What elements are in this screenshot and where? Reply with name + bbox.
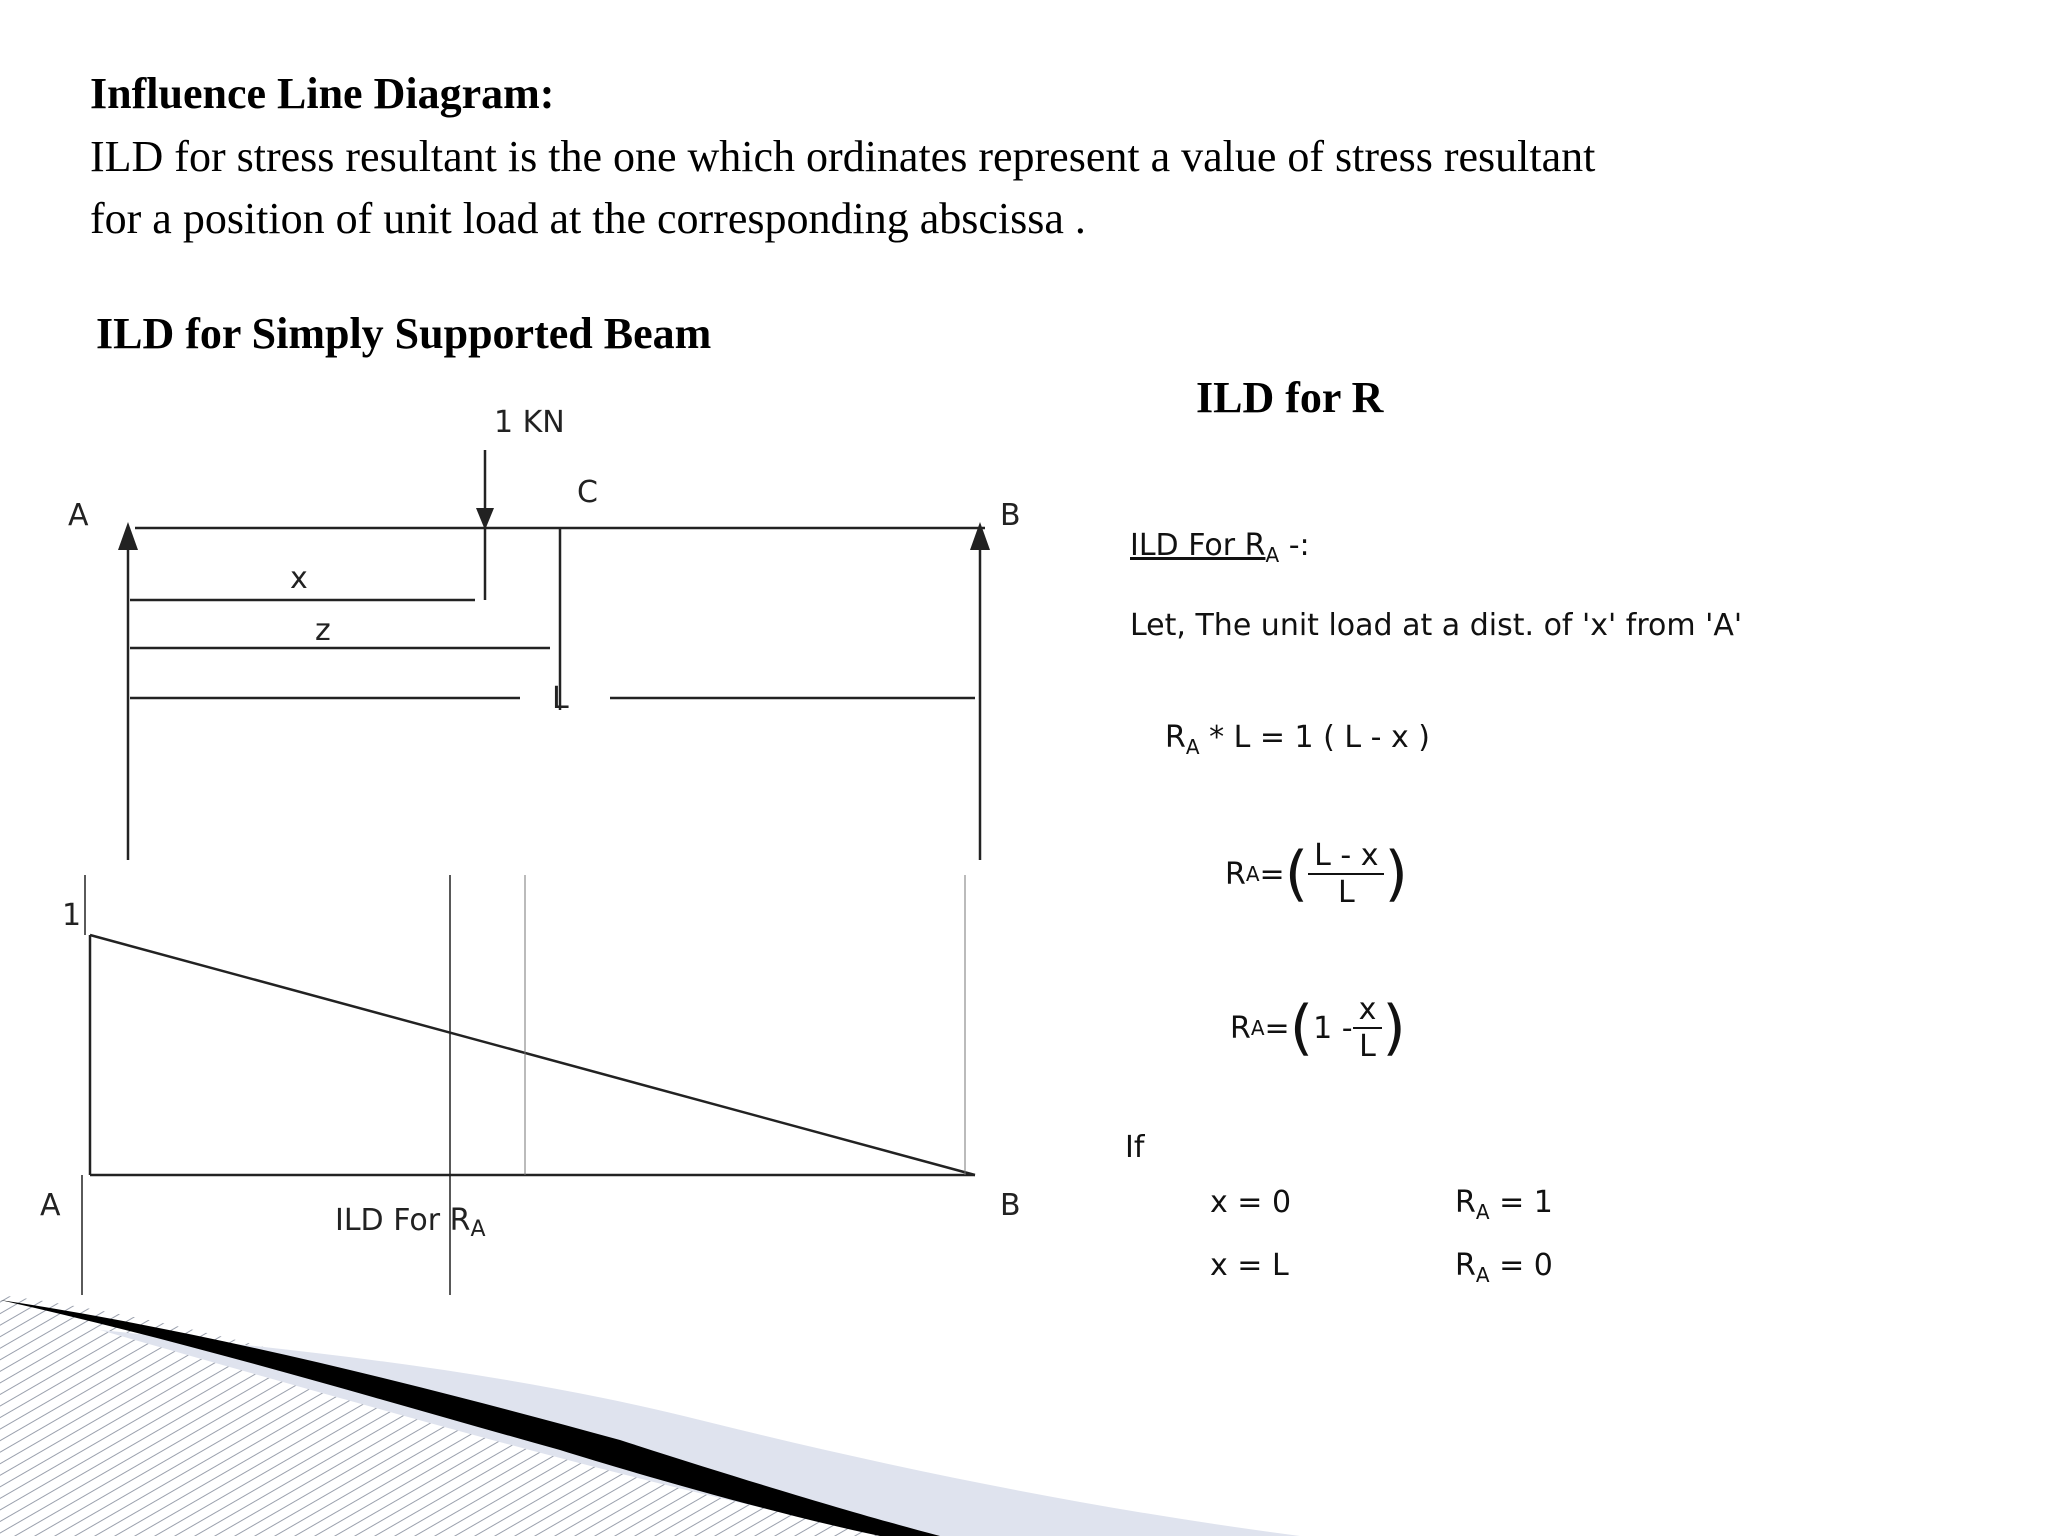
if-label: If <box>1125 1130 1145 1165</box>
ild-ordinate-label: 1 <box>62 898 82 933</box>
case-2-r: $R_A = 0$ <box>1455 1248 1553 1287</box>
case-1-r: $R_A = 1$ <box>1455 1185 1553 1224</box>
ild-caption: ILD For $R_A$ <box>335 1203 486 1242</box>
definition-line-2: for a position of unit load at the corresponding abscissa . <box>90 194 1086 243</box>
case-1-x: x = 0 <box>1210 1185 1292 1220</box>
ild-sloped-line <box>90 935 975 1175</box>
beam-point-b: B <box>1000 498 1021 533</box>
decorative-corner-wave <box>0 1290 1300 1536</box>
equation-3-fraction: x L <box>1353 992 1383 1064</box>
definition-line-1: ILD for stress resultant is the one which ordinates represent a value of stress resultant <box>90 132 1596 181</box>
slide-heading: Influence Line Diagram: <box>90 69 555 118</box>
subheading-ild-for-r: ILD for R <box>1196 373 1384 422</box>
dim-l-label: L <box>552 681 569 716</box>
derivation-line-1: Let, The unit load at a dist. of 'x' from 'A' <box>1130 608 1743 643</box>
support-b-triangle <box>970 522 990 550</box>
support-a-triangle <box>118 522 138 550</box>
beam-point-c: C <box>577 475 598 510</box>
dim-z-label: z <box>315 613 331 648</box>
derivation-title: ILD For $R_A$ -: <box>1130 528 1310 567</box>
equation-2: R A = ( L - x L ) <box>1225 838 1408 910</box>
equation-1: $R_A * L = 1$ ( L - x ) <box>1165 720 1431 759</box>
dim-x-label: x <box>290 561 308 596</box>
definition-paragraph <box>90 126 1970 250</box>
load-arrow-head <box>476 508 494 530</box>
ild-point-b: B <box>1000 1188 1021 1223</box>
beam-point-a: A <box>68 498 89 533</box>
ild-diagram <box>0 875 1090 1335</box>
subheading-simply-supported: ILD for Simply Supported Beam <box>96 309 712 358</box>
case-2-x: x = L <box>1210 1248 1289 1283</box>
load-label: 1 KN <box>494 405 565 440</box>
equation-3: R A = ( 1 - x L ) <box>1230 992 1406 1064</box>
beam-sketch <box>0 390 1090 870</box>
ild-point-a: A <box>40 1188 61 1223</box>
equation-2-fraction: L - x L <box>1308 838 1384 910</box>
